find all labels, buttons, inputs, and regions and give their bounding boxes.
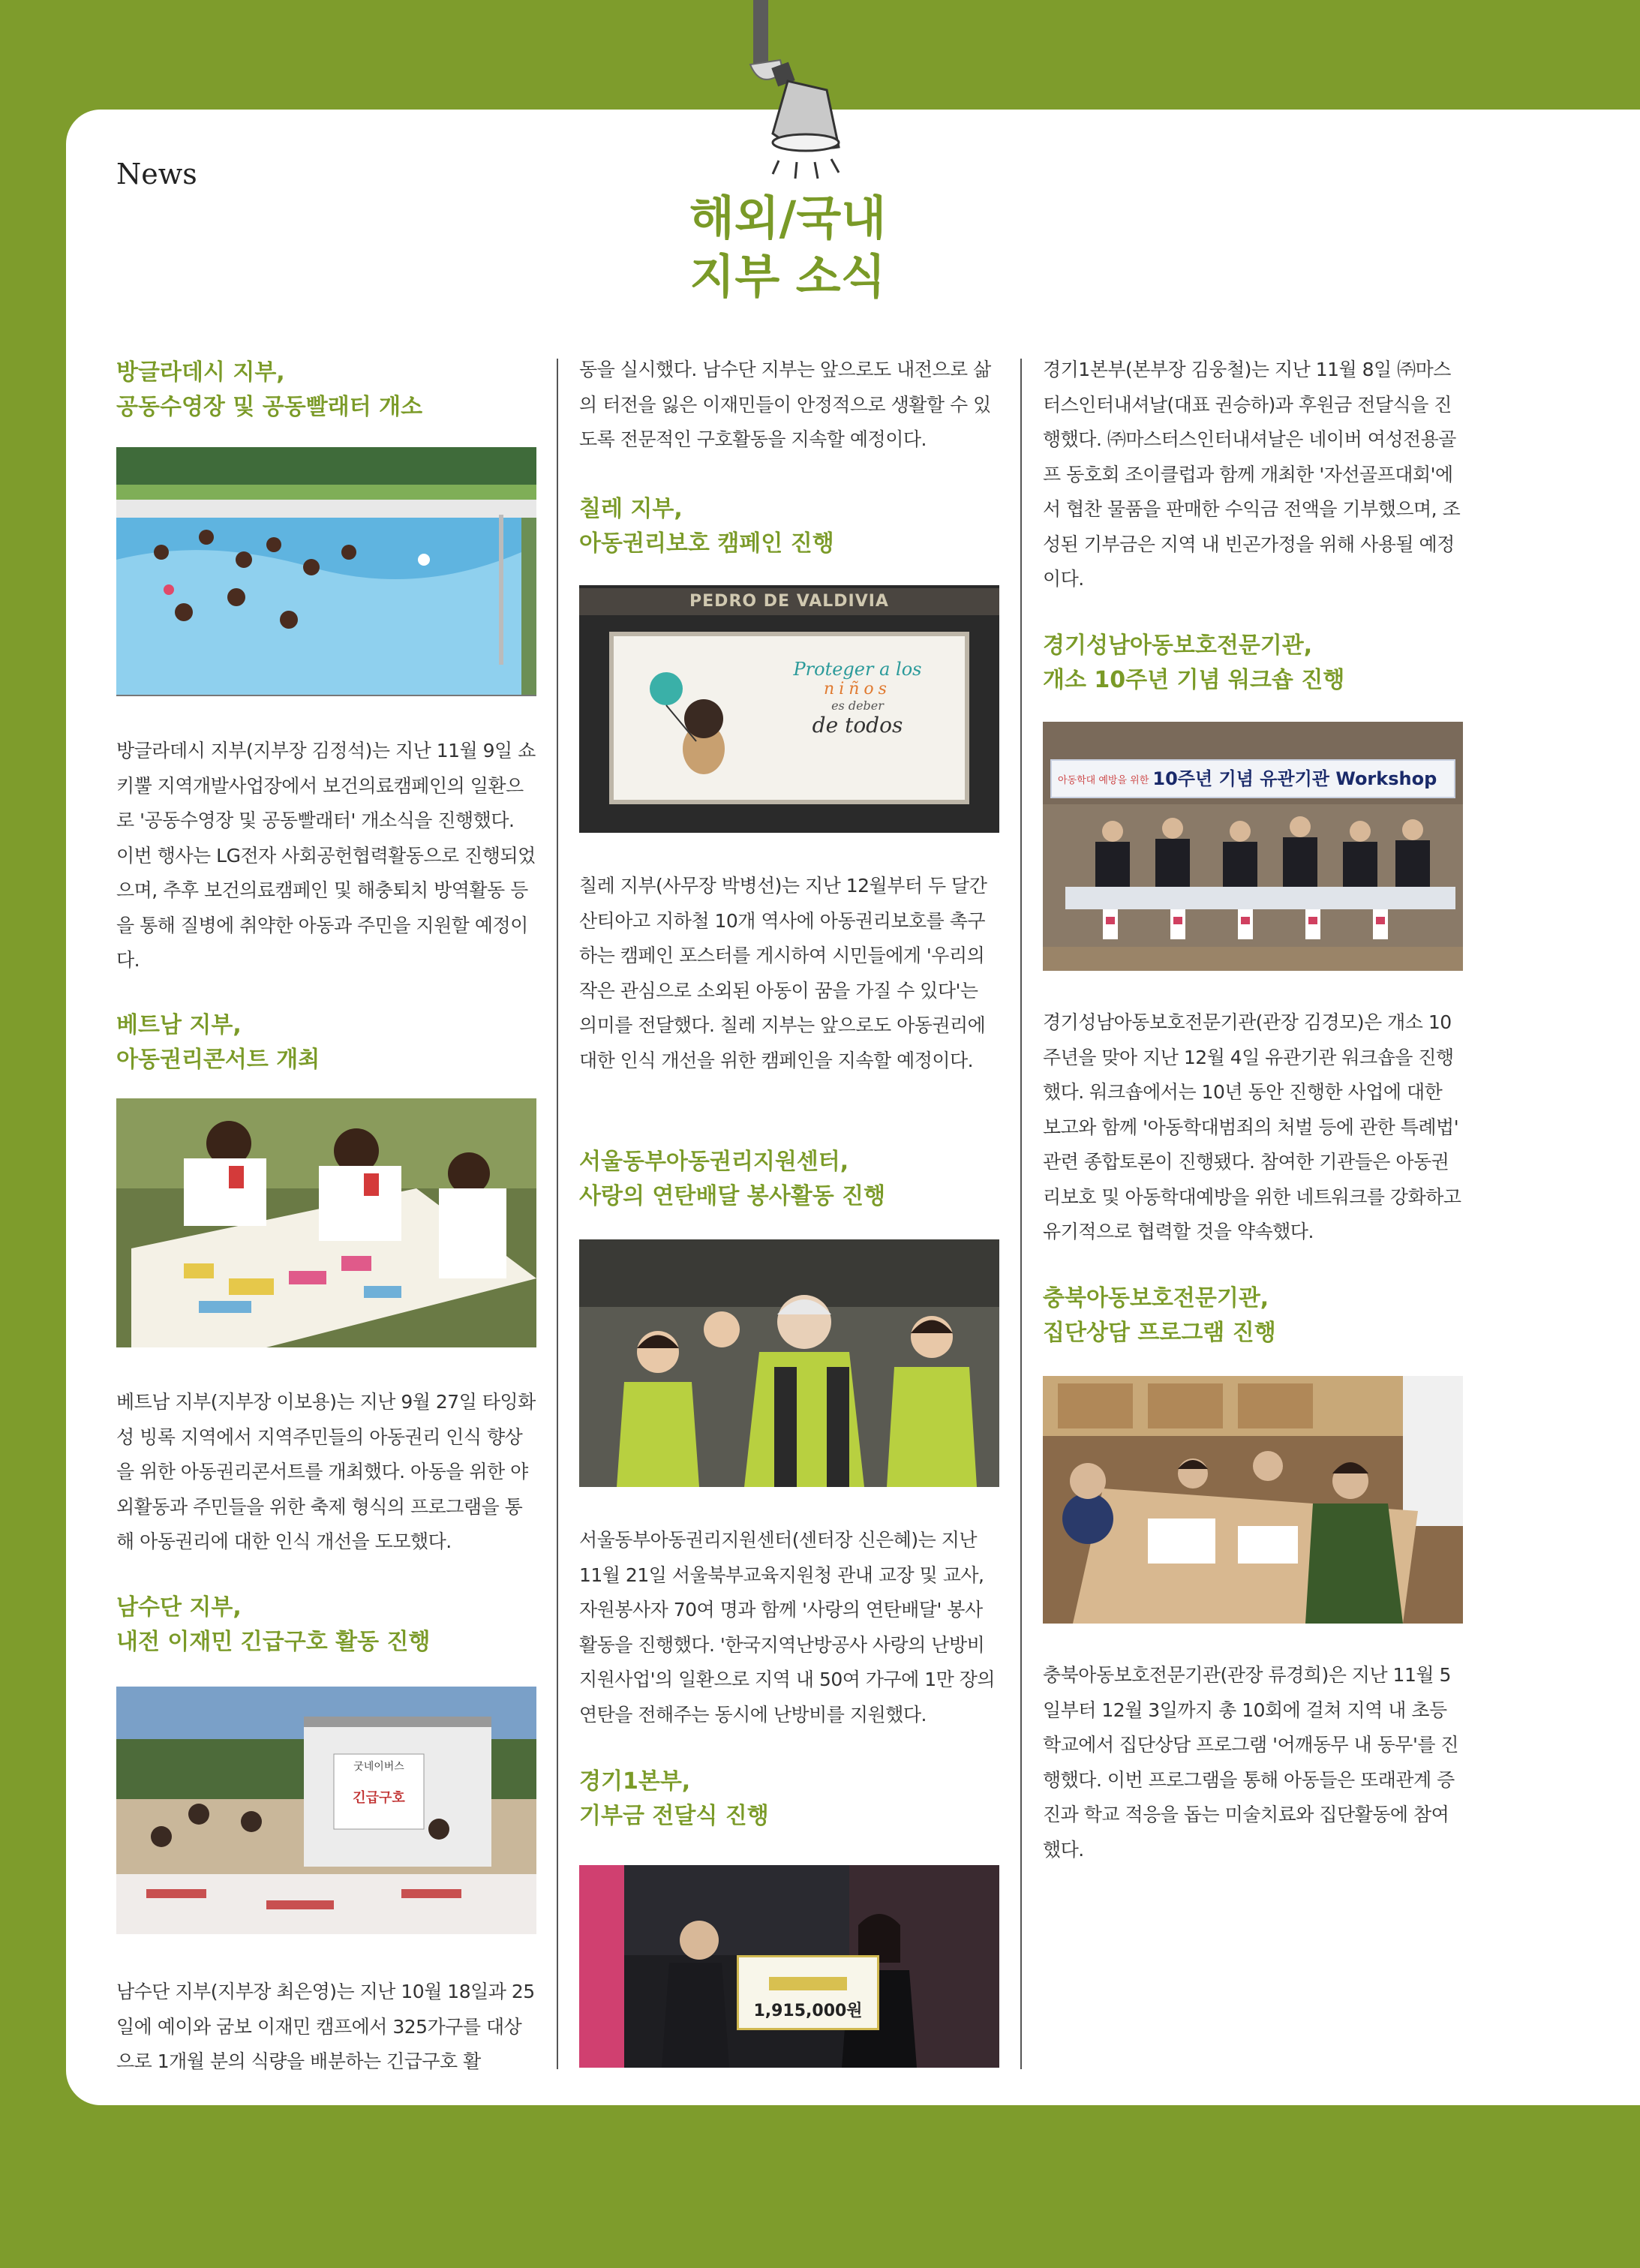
article-body: 서울동부아동권리지원센터(센터장 신은혜)는 지난 11월 21일 서울북부교육지원청 관내 교장 및 교사, 자원봉사자 70여 명과 함께 '사랑의 연탄배달' 봉사활동을 진행했다. '한국지역난방공사 사랑의 난방비 지원사업'의 일환으로 지역 내 50여 가구에 1만 장의 연탄을 전해주는 동시에 난방비를 지원했다. — [579, 1529, 996, 1726]
article-heading-line2: 개소 10주년 기념 워크숍 진행 — [1043, 667, 1345, 693]
article-bangladesh — [116, 356, 536, 425]
banner-prefix: 아동학대 예방을 위한 — [1058, 774, 1149, 786]
article-south-sudan — [116, 1591, 536, 1660]
poster-line1: Proteger a los — [793, 659, 922, 680]
chile-poster-photo — [579, 585, 999, 833]
column-divider — [557, 359, 558, 2069]
article-chile — [579, 492, 999, 561]
poster-line4: de todos — [812, 713, 903, 737]
article-heading-line2: 아동권리보호 캠페인 진행 — [579, 530, 834, 557]
article-heading-line1: 남수단 지부, — [116, 1594, 242, 1621]
poster-slogan — [764, 659, 951, 737]
donation-check — [737, 1955, 879, 2030]
column-2 — [579, 0, 999, 2071]
article-body-continued: 동을 실시했다. 남수단 지부는 앞으로도 내전으로 삶의 터전을 잃은 이재민들이 안정적으로 생활할 수 있도록 전문적인 구호활동을 지속할 예정이다. — [579, 359, 991, 450]
page-title-line2: 지부 소식 — [689, 249, 886, 304]
check-amount: 1,915,000원 — [753, 2002, 863, 2020]
article-body: 충북아동보호전문기관(관장 류경희)은 지난 11월 5일부터 12월 3일까지 총 10회에 걸쳐 지역 내 초등학교에서 집단상담 프로그램 '어깨동무 내 동무'를 진행했다. 이번 프로그램을 통해 아동들은 또래관계 증진과 학교 적응을 돕는 미술치료와 집단활동에 참여했다. — [1043, 1664, 1459, 1861]
poster-line2: niños — [824, 680, 891, 698]
article-heading-line1: 칠레 지부, — [579, 496, 683, 522]
article-heading-line2: 사랑의 연탄배달 봉사활동 진행 — [579, 1183, 886, 1209]
banner-caption: 긴급구호 — [353, 1790, 405, 1806]
seongnam-workshop-photo — [1043, 722, 1463, 971]
article-heading-line1: 경기성남아동보호전문기관, — [1043, 632, 1313, 659]
column-3 — [1043, 0, 1463, 2071]
article-heading-line1: 경기1본부, — [579, 1768, 691, 1795]
article-body: 베트남 지부(지부장 이보용)는 지난 9월 27일 타잉화성 빙록 지역에서 지역주민들의 아동권리 인식 향상을 위한 아동권리콘서트를 개최했다. 아동을 위한 야외활동과 주민들을 위한 축제 형식의 프로그램을 통해 아동권리에 대한 인식 개선을 도모했다. — [116, 1391, 536, 1552]
article-body: 칠레 지부(사무장 박병선)는 지난 12월부터 두 달간 산티아고 지하철 10개 역사에 아동권리보호를 촉구하는 캠페인 포스터를 게시하여 시민들에게 '우리의 작은 관심으로 소외된 아동이 꿈을 가질 수 있다'는 의미를 전달했다. 칠레 지부는 앞으로도 아동권리에 대한 인식 개선을 위한 캠페인을 지속할 예정이다. — [579, 875, 987, 1071]
banner-title: 10주년 기념 유관기관 Workshop — [1152, 768, 1437, 789]
article-body: 방글라데시 지부(지부장 김정석)는 지난 11월 9일 쇼키뿔 지역개발사업장에서 보건의료캠페인의 일환으로 '공동수영장 및 공동빨래터' 개소식을 진행했다. 이번 행사는 LG전자 사회공헌협력활동으로 진행되었으며, 추후 보건의료캠페인 및 해충퇴치 방역활동 등을 통해 질병에 취약한 아동과 주민을 지원할 예정이다. — [116, 740, 536, 971]
article-gyeonggi1 — [579, 1765, 999, 1834]
article-heading-line2: 기부금 전달식 진행 — [579, 1803, 769, 1829]
article-heading-line1: 방글라데시 지부, — [116, 359, 285, 386]
article-heading-line1: 서울동부아동권리지원센터, — [579, 1149, 849, 1175]
section-label: News — [116, 158, 197, 191]
check-stripe — [769, 1977, 847, 1990]
vietnam-concert-photo — [116, 1098, 536, 1347]
article-heading-line2: 내전 이재민 긴급구호 활동 진행 — [116, 1629, 431, 1655]
article-vietnam — [116, 1008, 536, 1077]
bangladesh-pool-photo — [116, 447, 536, 696]
article-seoul-east — [579, 1145, 999, 1214]
article-heading-line1: 베트남 지부, — [116, 1012, 242, 1038]
column-divider — [1020, 359, 1022, 2069]
page-title-line1: 해외/국내 — [689, 191, 887, 245]
article-body: 경기1본부(본부장 김웅철)는 지난 11월 8일 ㈜마스터스인터내셔날(대표 권승하)과 후원금 전달식을 진행했다. ㈜마스터스인터내셔날은 네이버 여성전용골프 동호회 조이클럽과 함께 개최한 '자선골프대회'에서 협찬 물품을 판매한 수익금 전액을 기부했으며, 조성된 기부금은 지역 내 빈곤가정을 위해 사용될 예정이다. — [1043, 359, 1461, 590]
chungbuk-counseling-photo — [1043, 1376, 1463, 1624]
gyeonggi1-donation-photo — [579, 1865, 999, 2068]
article-chungbuk — [1043, 1281, 1463, 1350]
article-heading-line1: 충북아동보호전문기관, — [1043, 1285, 1269, 1311]
column-1 — [116, 0, 536, 2071]
seoul-briquette-photo — [579, 1239, 999, 1487]
article-heading-line2: 집단상담 프로그램 진행 — [1043, 1320, 1276, 1346]
campaign-poster — [609, 632, 969, 804]
article-heading-line2: 아동권리콘서트 개최 — [116, 1047, 320, 1073]
poster-line3: es deber — [831, 698, 884, 713]
article-seongnam — [1043, 629, 1463, 698]
relief-banner-text — [341, 1760, 416, 1805]
article-heading-line2: 공동수영장 및 공동빨래터 개소 — [116, 394, 423, 420]
workshop-banner — [1050, 759, 1455, 798]
banner-org: 굿네이버스 — [353, 1761, 404, 1773]
article-body: 경기성남아동보호전문기관(관장 김경모)은 개소 10주년을 맞아 지난 12월 4일 유관기관 워크숍을 진행했다. 워크숍에서는 10년 동안 진행한 사업에 대한 보고와 함께 '아동학대범죄의 처벌 등에 관한 특례법' 관련 종합토론이 진행됐다. 참여한 기관들은 아동권리보호 및 아동학대예방을 위한 네트워크를 강화하고 유기적으로 협력할 것을 약속했다. — [1043, 1011, 1461, 1242]
article-body: 남수단 지부(지부장 최은영)는 지난 10월 18일과 25일에 예이와 굼보 이재민 캠프에서 325가구를 대상으로 1개월 분의 식량을 배분하는 긴급구호 활 — [116, 1981, 535, 2072]
station-sign: PEDRO DE VALDIVIA — [579, 588, 999, 615]
south-sudan-relief-photo — [116, 1687, 536, 1934]
